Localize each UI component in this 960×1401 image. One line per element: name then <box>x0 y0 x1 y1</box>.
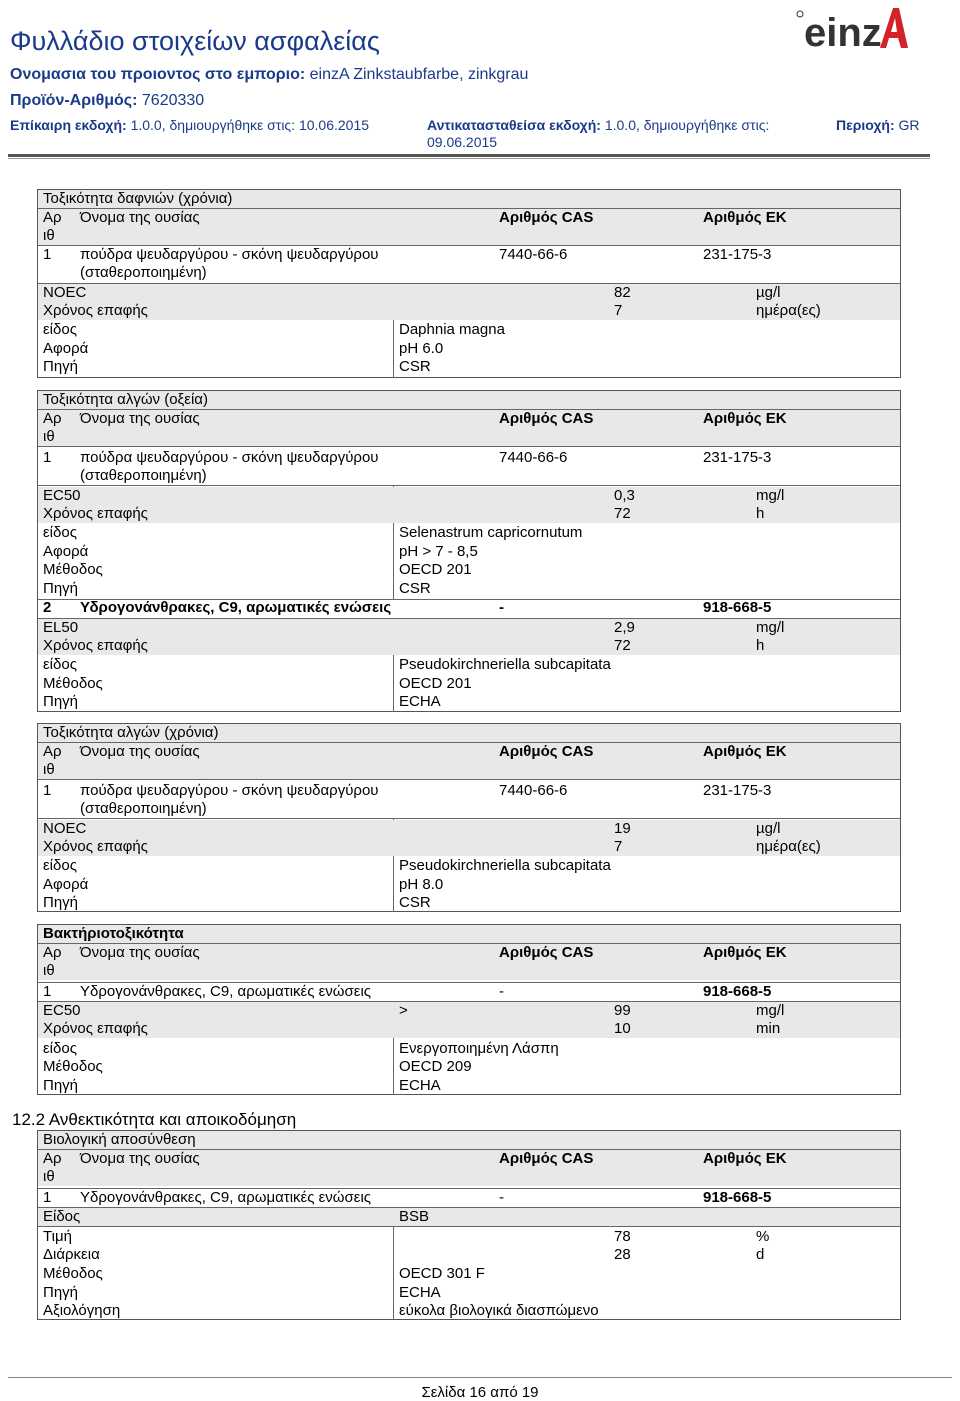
row-text: Pseudokirchneriella subcapitata <box>399 857 611 874</box>
table-title: Τοξικότητα δαφνιών (χρόνια) <box>43 190 233 207</box>
table-title-row <box>38 391 900 409</box>
table-title: Βιολογική αποσύνθεση <box>43 1131 196 1148</box>
substance-cas: 7440-66-6 <box>499 246 568 263</box>
row-label: είδος <box>43 656 77 673</box>
page-number: Σελίδα 16 από 19 <box>421 1384 539 1401</box>
substance-name: Υδρογονάνθρακες, C9, αρωματικές ενώσεις <box>80 983 372 1000</box>
row-label: Μέθοδος <box>43 561 103 578</box>
section-heading: 12.2 Ανθεκτικότητα και αποικοδόμηση <box>12 1110 297 1129</box>
algae-chronic-table <box>37 723 901 912</box>
row-text: Selenastrum capricornutum <box>399 524 583 541</box>
substance-ek: 918-668-5 <box>703 599 772 616</box>
table-title-row <box>38 190 900 208</box>
row-label: Πηγή <box>43 1284 79 1301</box>
data-row <box>38 820 900 838</box>
row-label: Αξιολόγηση <box>43 1302 121 1319</box>
substance-name: Υδρογονάνθρακες, C9, αρωματικές ενώσεις <box>80 1189 372 1206</box>
product-name-label: Ονομασια του προιοντος στο εμποριο: <box>10 66 306 83</box>
data-row <box>38 1058 900 1076</box>
substance-cas: - <box>499 1189 504 1206</box>
row-value: 0,3 <box>614 487 635 504</box>
product-name: einzA Zinkstaubfarbe, zinkgrau <box>309 66 529 83</box>
col-ek: Αριθμός ΕΚ <box>703 209 787 226</box>
col-name: Όνομα της ουσίας <box>80 209 200 226</box>
data-row <box>38 675 900 693</box>
row-unit: µg/l <box>756 284 781 301</box>
row-unit: % <box>756 1228 770 1245</box>
row-label: Πηγή <box>43 580 79 597</box>
current-version-label: Επίκαιρη εκδοχή: <box>10 117 127 133</box>
replaced-version: 1.0.0, δημιουργήθηκε στις: <box>604 117 770 133</box>
substance-nr: 1 <box>43 246 52 263</box>
replaced-version-line <box>427 117 769 133</box>
substance-row <box>38 782 900 818</box>
row-label: Πηγή <box>43 894 79 911</box>
row-label: Είδος <box>43 1208 81 1225</box>
col-name: Όνομα της ουσίας <box>80 944 200 961</box>
data-row <box>38 1020 900 1038</box>
substance-ek: 918-668-5 <box>703 983 772 1000</box>
row-text: pH 8.0 <box>399 876 444 893</box>
column-header-row <box>38 410 900 446</box>
header-rule-thin <box>8 158 930 159</box>
col-name: Όνομα της ουσίας <box>80 1150 200 1167</box>
replaced-version-label: Αντικατασταθείσα εκδοχή: <box>427 117 601 133</box>
row-text: Ενεργοποιημένη Λάσπη <box>399 1040 559 1057</box>
row-label: Πηγή <box>43 1077 79 1094</box>
biodegradation-table <box>37 1130 901 1320</box>
data-row <box>38 284 900 302</box>
row-value: 28 <box>614 1246 631 1263</box>
row-label: Αφορά <box>43 543 89 560</box>
col-cas: Αριθμός CAS <box>499 1150 594 1167</box>
row-label: NOEC <box>43 820 87 837</box>
row-unit: mg/l <box>756 487 785 504</box>
header-rule <box>8 154 930 157</box>
region-line <box>836 117 920 133</box>
col-ek: Αριθμός ΕΚ <box>703 1150 787 1167</box>
row-label: Χρόνος επαφής <box>43 838 148 855</box>
row-label: EL50 <box>43 619 79 636</box>
logo-text: einz <box>804 11 882 52</box>
row-value: 19 <box>614 820 631 837</box>
row-label: NOEC <box>43 284 87 301</box>
data-row <box>38 637 900 655</box>
row-label: Μέθοδος <box>43 675 103 692</box>
substance-row <box>38 1189 900 1207</box>
col-nr-2: ιθ <box>43 428 55 445</box>
substance-row <box>38 599 900 617</box>
data-row <box>38 857 900 875</box>
row-label: Μέθοδος <box>43 1265 103 1282</box>
row-label: είδος <box>43 1040 77 1057</box>
product-number-label: Προϊόν-Αριθμός: <box>10 92 138 109</box>
substance-name: πούδρα ψευδαργύρου - σκόνη ψευδαργύρου <box>80 246 379 263</box>
column-header-row <box>38 1150 900 1186</box>
table-title-row <box>38 724 900 742</box>
table-title: Τοξικότητα αλγών (χρόνια) <box>43 724 219 741</box>
col-ek: Αριθμός ΕΚ <box>703 944 787 961</box>
data-row <box>38 1302 900 1320</box>
row-label: Χρόνος επαφής <box>43 302 148 319</box>
data-row <box>38 1208 900 1226</box>
substance-cas: 7440-66-6 <box>499 449 568 466</box>
data-row <box>38 358 900 376</box>
row-value: 7 <box>614 302 623 319</box>
data-row <box>38 543 900 561</box>
col-cas: Αριθμός CAS <box>499 743 594 760</box>
row-text: CSR <box>399 358 431 375</box>
col-nr-2: ιθ <box>43 761 55 778</box>
col-nr: Αρ <box>43 944 62 961</box>
row-text: CSR <box>399 894 431 911</box>
data-row <box>38 693 900 711</box>
data-row <box>38 838 900 856</box>
substance-cas: - <box>499 599 504 616</box>
row-text: Daphnia magna <box>399 321 505 338</box>
substance-name-cont: (σταθεροποιημένη) <box>80 800 207 817</box>
row-text: OECD 201 <box>399 675 472 692</box>
substance-ek: 918-668-5 <box>703 1189 772 1206</box>
row-label: EC50 <box>43 487 81 504</box>
substance-nr: 2 <box>43 599 52 616</box>
row-text: ECHA <box>399 1284 441 1301</box>
data-row <box>38 1077 900 1095</box>
row-value: 99 <box>614 1002 631 1019</box>
col-nr-2: ιθ <box>43 1168 55 1185</box>
col-nr: Αρ <box>43 410 62 427</box>
row-label: είδος <box>43 321 77 338</box>
row-text: εύκολα βιολογικά διασπώμενο <box>399 1302 599 1319</box>
table-title: Τοξικότητα αλγών (οξεία) <box>43 391 208 408</box>
substance-cas: - <box>499 983 504 1000</box>
substance-ek: 231-175-3 <box>703 449 772 466</box>
data-row <box>38 524 900 542</box>
table-title-row <box>38 925 900 943</box>
data-row <box>38 321 900 339</box>
col-ek: Αριθμός ΕΚ <box>703 410 787 427</box>
substance-ek: 231-175-3 <box>703 246 772 263</box>
row-value: 72 <box>614 637 631 654</box>
col-ek: Αριθμός ΕΚ <box>703 743 787 760</box>
data-row <box>38 656 900 674</box>
data-row <box>38 340 900 358</box>
region-label: Περιοχή: <box>836 117 895 133</box>
row-unit: ημέρα(ες) <box>756 838 821 855</box>
product-number-line <box>10 92 204 110</box>
product-name-line <box>10 66 528 84</box>
product-number: 7620330 <box>141 92 205 109</box>
row-label: Χρόνος επαφής <box>43 637 148 654</box>
col-nr: Αρ <box>43 209 62 226</box>
current-version-line <box>10 117 369 133</box>
column-header-row <box>38 743 900 779</box>
col-cas: Αριθμός CAS <box>499 410 594 427</box>
data-row <box>38 1265 900 1283</box>
substance-name-cont: (σταθεροποιημένη) <box>80 264 207 281</box>
substance-row <box>38 246 900 282</box>
substance-row <box>38 449 900 485</box>
col-nr-2: ιθ <box>43 962 55 979</box>
row-text: OECD 209 <box>399 1058 472 1075</box>
col-nr: Αρ <box>43 1150 62 1167</box>
row-unit: h <box>756 505 765 522</box>
row-label: Πηγή <box>43 358 79 375</box>
row-value: 2,9 <box>614 619 635 636</box>
col-nr: Αρ <box>43 743 62 760</box>
einza-logo <box>796 4 908 52</box>
data-row <box>38 1002 900 1020</box>
col-nr-2: ιθ <box>43 227 55 244</box>
footer-rule <box>8 1377 952 1378</box>
document-title: Φυλλάδιο στοιχείων ασφαλείας <box>10 26 380 56</box>
substance-name: πούδρα ψευδαργύρου - σκόνη ψευδαργύρου <box>80 449 379 466</box>
data-row <box>38 1228 900 1246</box>
data-row <box>38 505 900 523</box>
row-text: ECHA <box>399 1077 441 1094</box>
substance-name: Υδρογονάνθρακες, C9, αρωματικές ενώσεις <box>80 599 392 616</box>
row-text: pH 6.0 <box>399 340 444 357</box>
substance-nr: 1 <box>43 449 52 466</box>
column-header-row <box>38 209 900 245</box>
bacteria-toxicity-table <box>37 924 901 1095</box>
row-label: Χρόνος επαφής <box>43 505 148 522</box>
current-version: 1.0.0, δημιουργήθηκε στις: 10.06.2015 <box>130 117 370 133</box>
row-unit: min <box>756 1020 781 1037</box>
row-value: 72 <box>614 505 631 522</box>
data-row <box>38 561 900 579</box>
substance-nr: 1 <box>43 782 52 799</box>
column-header-row <box>38 944 900 980</box>
data-row <box>38 1040 900 1058</box>
row-qualifier: > <box>399 1002 408 1019</box>
substance-ek: 231-175-3 <box>703 782 772 799</box>
col-cas: Αριθμός CAS <box>499 209 594 226</box>
row-label: Αφορά <box>43 876 89 893</box>
daphnia-chronic-table <box>37 189 901 378</box>
row-label: Διάρκεια <box>43 1246 100 1263</box>
data-row <box>38 1246 900 1264</box>
data-row <box>38 1284 900 1302</box>
col-cas: Αριθμός CAS <box>499 944 594 961</box>
row-unit: µg/l <box>756 820 781 837</box>
row-label: Πηγή <box>43 693 79 710</box>
row-text: OECD 301 F <box>399 1265 485 1282</box>
row-label: EC50 <box>43 1002 81 1019</box>
row-text: CSR <box>399 580 431 597</box>
col-name: Όνομα της ουσίας <box>80 743 200 760</box>
row-value: 82 <box>614 284 631 301</box>
row-text: pH > 7 - 8,5 <box>399 543 478 560</box>
row-unit: mg/l <box>756 619 785 636</box>
row-unit: h <box>756 637 765 654</box>
row-text: OECD 201 <box>399 561 472 578</box>
substance-name-cont: (σταθεροποιημένη) <box>80 467 207 484</box>
row-label: Μέθοδος <box>43 1058 103 1075</box>
row-unit: mg/l <box>756 1002 785 1019</box>
substance-cas: 7440-66-6 <box>499 782 568 799</box>
row-unit: ημέρα(ες) <box>756 302 821 319</box>
table-title: Βακτήριοτοξικότητα <box>43 925 184 942</box>
row-value: 7 <box>614 838 623 855</box>
algae-acute-table <box>37 390 901 712</box>
row-label: είδος <box>43 857 77 874</box>
row-value: 10 <box>614 1020 631 1037</box>
row-text: ECHA <box>399 693 441 710</box>
region: GR <box>898 117 920 133</box>
row-label: Χρόνος επαφής <box>43 1020 148 1037</box>
row-label: είδος <box>43 524 77 541</box>
row-text: Pseudokirchneriella subcapitata <box>399 656 611 673</box>
data-row <box>38 302 900 320</box>
substance-nr: 1 <box>43 1189 52 1206</box>
row-unit: d <box>756 1246 765 1263</box>
col-name: Όνομα της ουσίας <box>80 410 200 427</box>
replaced-date: 09.06.2015 <box>427 134 498 150</box>
data-row <box>38 894 900 912</box>
substance-row <box>38 983 900 1001</box>
data-row <box>38 619 900 637</box>
row-text: BSB <box>399 1208 430 1225</box>
substance-name: πούδρα ψευδαργύρου - σκόνη ψευδαργύρου <box>80 782 379 799</box>
row-value: 78 <box>614 1228 631 1245</box>
data-row <box>38 580 900 598</box>
row-label: Αφορά <box>43 340 89 357</box>
row-label: Τιμή <box>43 1228 72 1245</box>
data-row <box>38 876 900 894</box>
substance-nr: 1 <box>43 983 52 1000</box>
data-row <box>38 487 900 505</box>
table-title-row <box>38 1131 900 1149</box>
